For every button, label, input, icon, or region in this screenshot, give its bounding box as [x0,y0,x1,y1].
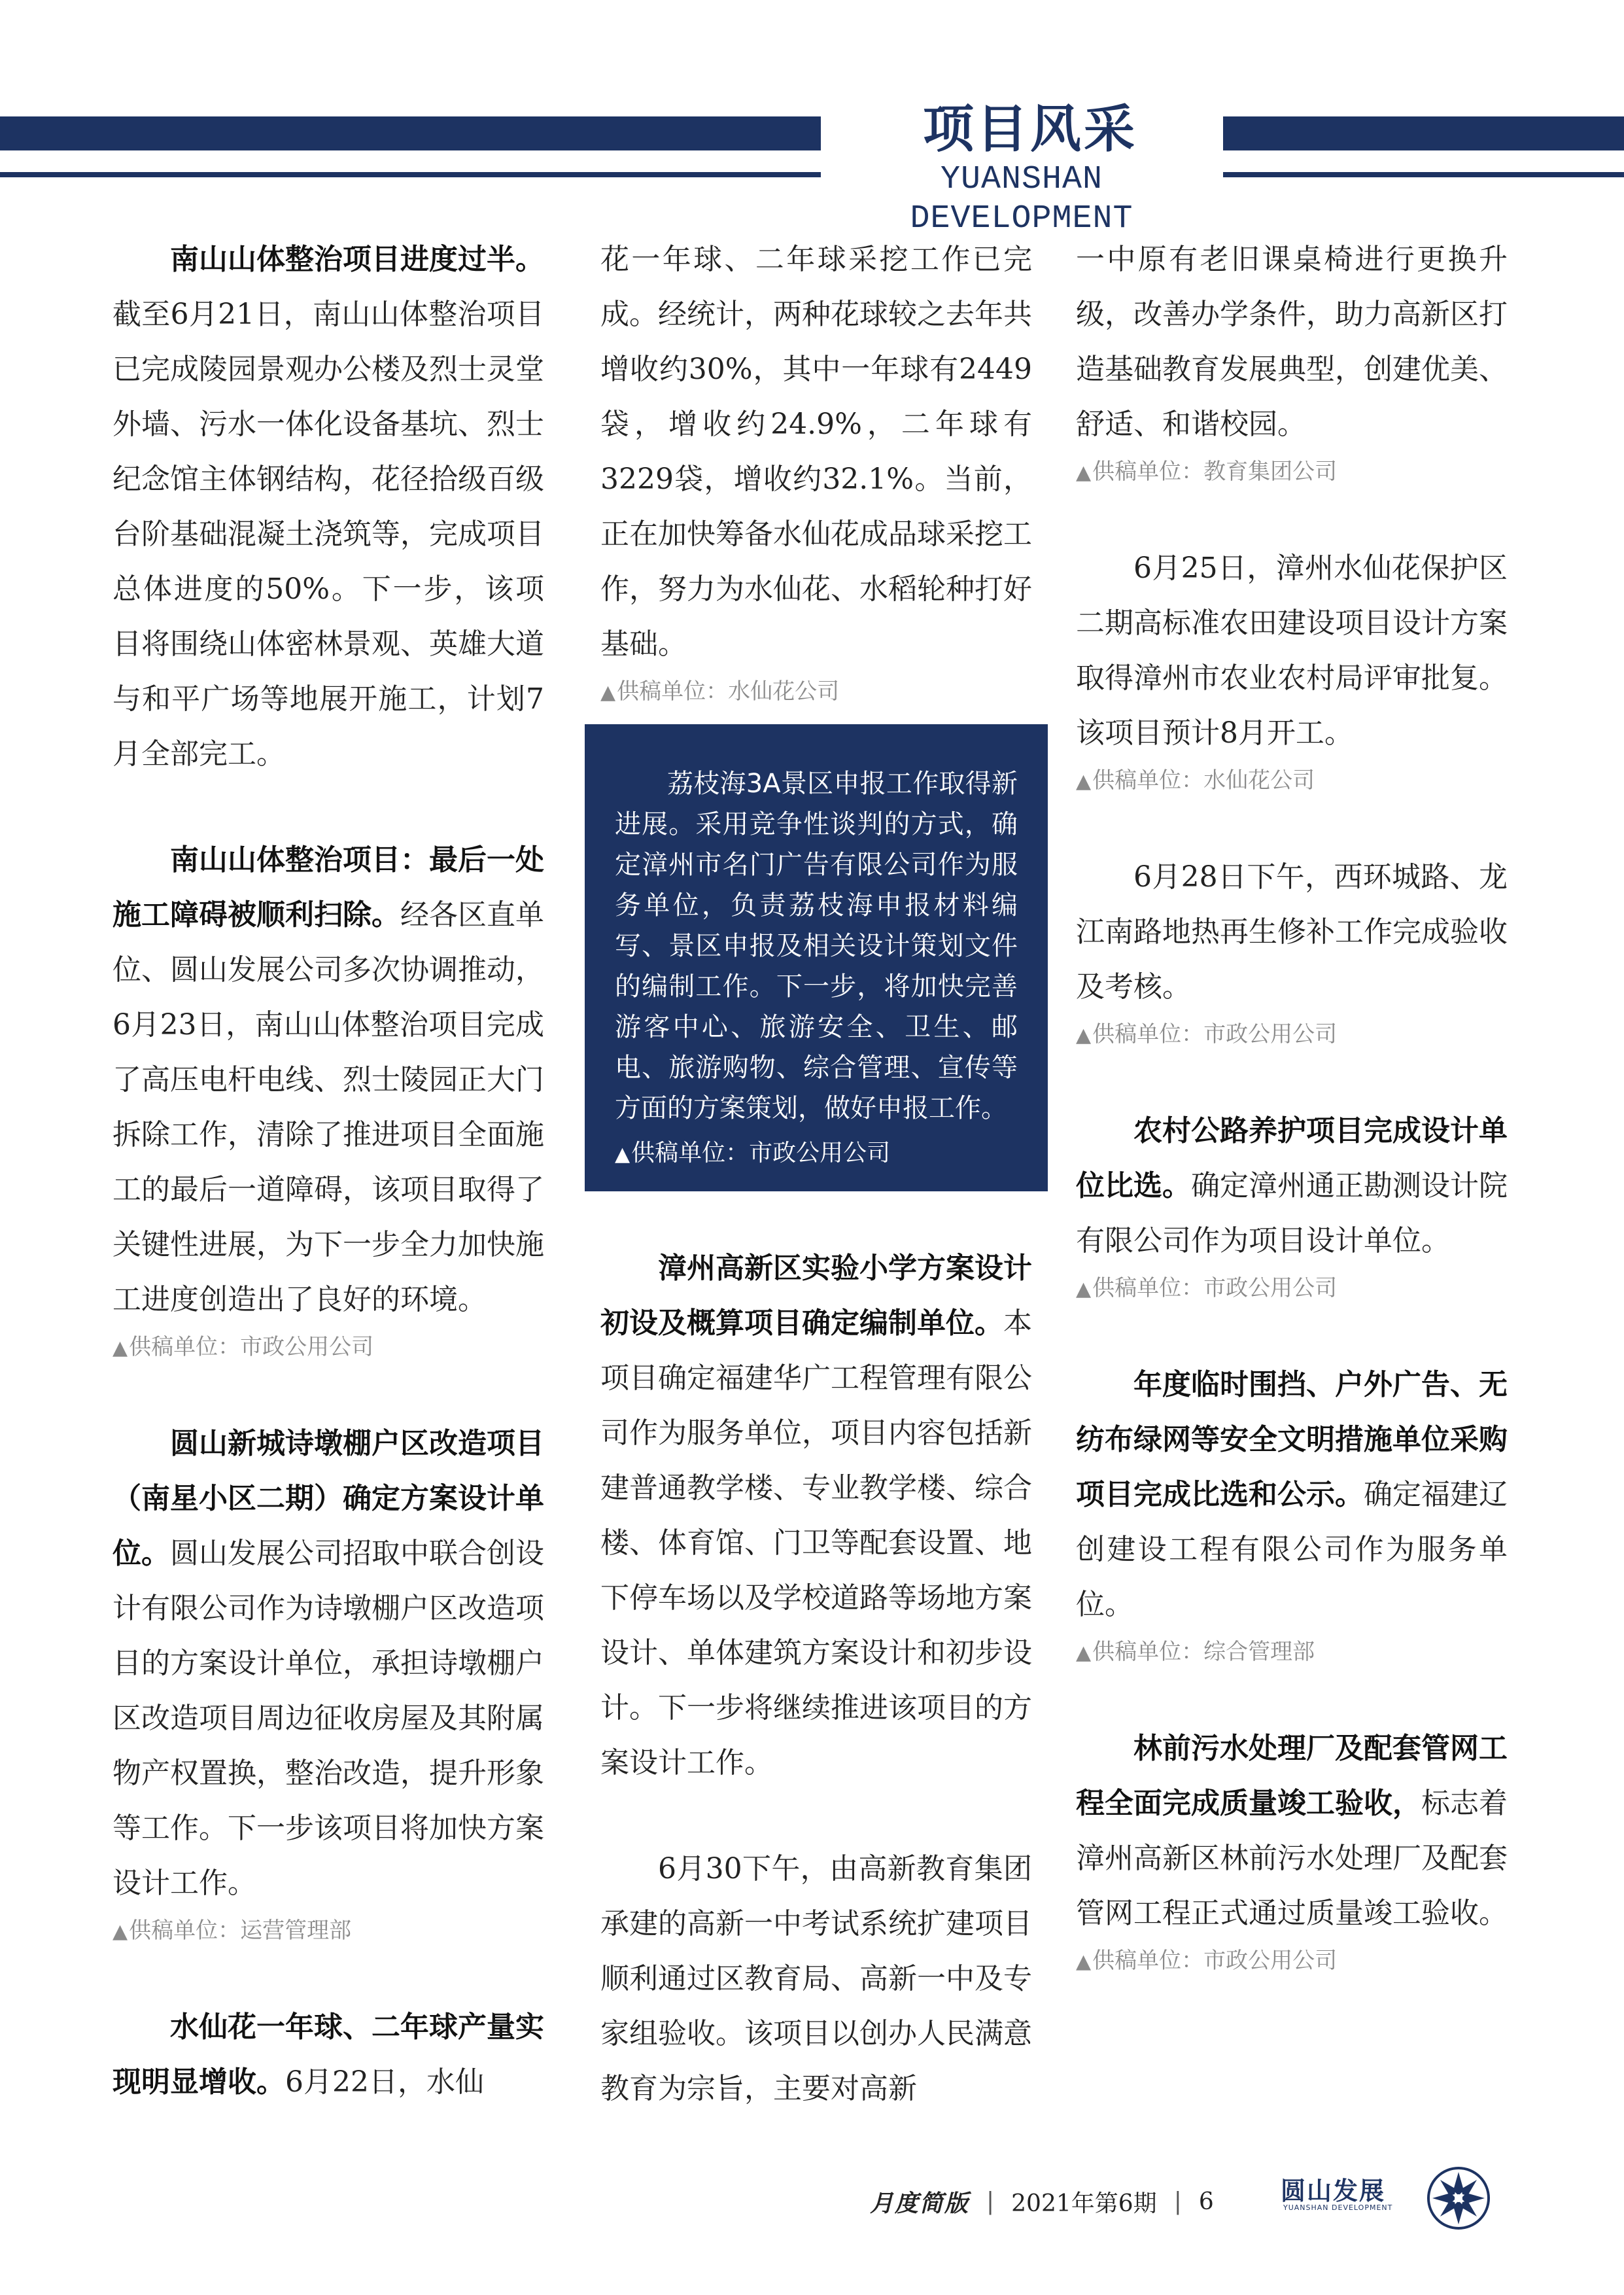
source-text: 供稿单位：水仙花公司 [1092,767,1315,794]
news-body: 确定漳州通正勘测设计院有限公司作为项目设计单位。 [1076,1169,1508,1257]
triangle-up-icon: ▲ [1076,1024,1092,1047]
logo-text-cn: 圆山发展 [1281,2177,1386,2205]
highlight-text: 荔枝海3A景区申报工作取得新进展。采用竞争性谈判的方式，确定漳州市名门广告有限公司作为服务单位，负责荔枝海申报材料编写、景区申报及相关设计策划文件的编制工作。下一步，将加快完善游客中心、旅游安全、卫生、邮电、旅游购物、综合管理、宣传等方面的方案策划，做好申报工作。 [615,769,1018,1123]
news-body: 6月30下午，由高新教育集团承建的高新一中考试系统扩建项目顺利通过区教育局、高新一中及专家组验收。该项目以创办人民满意教育为宗旨，主要对高新 [600,1852,1032,2105]
source-line [1076,1944,1508,1979]
section-subtitle: YUANSHAN DEVELOPMENT [910,161,1133,237]
news-body: 花一年球、二年球采挖工作已完成。经统计，两种花球较之去年共增收约30%，其中一年球有2449袋，增收约24.9%，二年球有3229袋，增收约32.1%。当前，正在加快筹备水仙花成品球采挖工作，努力为水仙花、水稻轮种打好基础。 [600,243,1032,661]
column-1 [112,232,544,2161]
footer-divider: | [986,2188,995,2215]
news-item-continued [1076,232,1508,490]
page-number: 6 [1198,2188,1214,2215]
news-body: 6月25日，漳州水仙花保护区二期高标准农田建设项目设计方案取得漳州市农业农村局评审批复。该项目预计8月开工。 [1076,552,1508,750]
source-text: 供稿单位：市政公用公司 [1092,1948,1338,1974]
highlight-box [585,724,1048,1191]
news-item [112,833,544,1365]
news-headline: 南山山体整治项目：最后一处施工障碍被顺利扫除。 [112,843,544,932]
news-headline: 年度临时围挡、户外广告、无纺布绿网等安全文明措施单位采购项目完成比选和公示。 [1076,1368,1508,1511]
news-item [112,1416,544,1949]
news-body: 本项目确定福建华广工程管理有限公司作为服务单位，项目内容包括新建普通教学楼、专业教学楼、综合楼、体育馆、门卫等配套设置、地下停车场以及学校道路等场地方案设计、单体建筑方案设计和初步设计。下一步将继续推进该项目的方案设计工作。 [600,1306,1032,1779]
source-line [1076,1635,1508,1670]
star-emblem-icon [1426,2165,1491,2231]
news-headline: 漳州高新区实验小学方案设计初设及概算项目确定编制单位。 [600,1252,1032,1340]
news-headline: 林前污水处理厂及配套管网工程全面完成质量竣工验收， [1076,1732,1508,1820]
source-text: 供稿单位：运营管理部 [129,1918,352,1944]
news-body: 经各区直单位、圆山发展公司多次协调推动，6月23日，南山山体整治项目完成了高压电杆电线、烈士陵园正大门拆除工作，清除了推进项目全面施工的最后一道障碍，该项目取得了关键性进展，为下一步全力加快施工进度创造出了良好的环境。 [112,898,544,1316]
news-headline: 南山山体整治项目进度过半。 [170,243,544,276]
header-band-left [0,116,821,150]
source-line [1076,455,1508,490]
source-line [600,674,1032,710]
triangle-up-icon: ▲ [112,1920,128,1943]
source-text: 供稿单位：市政公用公司 [129,1334,374,1360]
news-item [600,1241,1032,1791]
news-item [1076,1104,1508,1306]
source-line [112,1914,544,1949]
header-line-left [0,172,821,177]
news-headline: 圆山新城诗墩棚户区改造项目（南星小区二期）确定方案设计单位。 [112,1427,544,1570]
column-3 [1076,232,1508,2030]
source-line [615,1136,1018,1172]
source-line [1076,763,1508,799]
header-line-right [1223,172,1624,177]
news-item [1076,1721,1508,1979]
triangle-up-icon: ▲ [1076,1641,1092,1664]
news-item [1076,1358,1508,1670]
news-body: 截至6月21日，南山山体整治项目已完成陵园景观办公楼及烈士灵堂外墙、污水一体化设备基坑、烈士纪念馆主体钢结构，花径拾级百级台阶基础混凝土浇筑等，完成项目总体进度的50%。下一步，该项目将围绕山体密林景观、英雄大道与和平广场等地展开施工，计划7月全部完工。 [112,298,544,771]
news-item [1076,850,1508,1053]
header-band-right [1223,116,1624,150]
column-2 [600,232,1032,2167]
news-item [1076,541,1508,799]
section-title: 项目风采 [922,100,1137,159]
news-headline: 农村公路养护项目完成设计单位比选。 [1076,1114,1508,1202]
news-body: 圆山发展公司招取中联合创设计有限公司作为诗墩棚户区改造项目的方案设计单位，承担诗墩棚户区改造项目周边征收房屋及其附属物产权置换，整治改造，提升形象等工作。下一步该项目将加快方案设计工作。 [112,1537,544,1900]
source-text: 供稿单位：市政公用公司 [1092,1275,1338,1301]
news-item [600,1842,1032,2116]
news-item-continued [600,232,1032,710]
source-line [1076,1017,1508,1053]
news-body: 确定福建辽创建设工程有限公司作为服务单位。 [1076,1478,1508,1621]
footer-divider: | [1173,2188,1182,2215]
news-body: 6月22日，水仙 [285,2065,484,2099]
triangle-up-icon: ▲ [600,681,616,704]
news-item [112,232,544,782]
news-headline: 水仙花一年球、二年球产量实现明显增收。 [112,2010,544,2099]
triangle-up-icon: ▲ [1076,461,1092,484]
triangle-up-icon: ▲ [112,1337,128,1359]
news-body: 6月28日下午，西环城路、龙江南路地热再生修补工作完成验收及考核。 [1076,860,1508,1004]
logo-text-en: YUANSHAN DEVELOPMENT [1283,2203,1393,2212]
source-text: 供稿单位：教育集团公司 [1092,459,1338,485]
source-text: 供稿单位：综合管理部 [1092,1639,1315,1665]
news-body: 一中原有老旧课桌椅进行更换升级，改善办学条件，助力高新区打造基础教育发展典型，创建优美、舒适、和谐校园。 [1076,243,1508,441]
company-logo [1281,2171,1418,2223]
footer-issue: 2021年第6期 [1011,2190,1157,2217]
source-text: 供稿单位：水仙花公司 [617,678,840,705]
source-text: 供稿单位：市政公用公司 [1092,1021,1338,1047]
news-item [112,2000,544,2110]
triangle-up-icon: ▲ [1076,1278,1092,1301]
triangle-up-icon: ▲ [1076,770,1092,793]
footer-publication: 月度简版 [870,2189,970,2217]
triangle-up-icon: ▲ [1076,1950,1092,1973]
news-body: 标志着漳州高新区林前污水处理厂及配套管网工程正式通过质量竣工验收。 [1076,1787,1508,1930]
triangle-up-icon: ▲ [615,1143,631,1166]
source-line [112,1330,544,1365]
source-text: 供稿单位：市政公用公司 [631,1140,891,1166]
source-line [1076,1271,1508,1306]
